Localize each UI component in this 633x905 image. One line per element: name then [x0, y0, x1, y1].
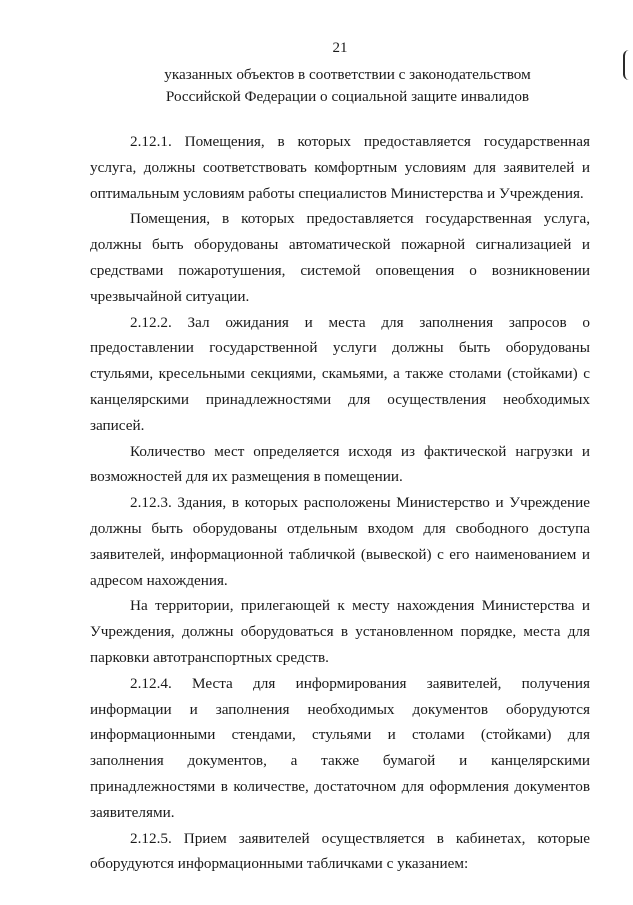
paragraph-2-12-3: 2.12.3. Здания, в которых расположены Министерство и Учреждение должны быть оборудованы отдельным входом для свободного доступа заявителей, информационной табличкой (вывеской) с его наименованием и адресом нахождения. — [90, 494, 590, 589]
heading-line-2: Российской Федерации о социальной защите инвалидов — [165, 88, 530, 105]
paragraph-seat-count: Количество мест определяется исходя из фактической нагрузки и возможностей для их размещения в помещении. — [90, 442, 590, 486]
page-number: 21 — [332, 40, 348, 56]
paragraph-fire-safety: Помещения, в которых предоставляется государственная услуга, должны быть оборудованы автоматической пожарной сигнализацией и средствами пожаротушения, системой оповещения о возникновении чрезвычайной ситуации. — [90, 210, 590, 305]
heading-line-1: указанных объектов в соответствии с законодательством — [164, 66, 531, 83]
paragraph-2-12-2: 2.12.2. Зал ожидания и места для заполнения запросов о предоставлении государственной услуги должны быть оборудованы стульями, кресельными секциями, скамьями, а также столами (стойками) с канцелярскими принадлежностями для осуществления необходимых записей. — [90, 313, 590, 434]
section-heading — [70, 64, 625, 108]
paragraph-2-12-1: 2.12.1. Помещения, в которых предоставляется государственная услуга, должны соответствовать комфортным условиям для заявителей и оптимальным условиям работы специалистов Министерства и Учреждения. — [90, 133, 590, 202]
paragraph-parking: На территории, прилегающей к месту нахождения Министерства и Учреждения, должны оборудоваться в установленном порядке, места для парковки автотранспортных средств. — [90, 597, 590, 666]
body-text — [90, 129, 590, 877]
paragraph-2-12-4: 2.12.4. Места для информирования заявителей, получения информации и заполнения необходимых документов оборудуются информационными стендами, стульями и столами (стойками) для заполнения документов, а также бумагой и канцелярскими принадлежностями в количестве, достаточном для оформления документов заявителями. — [90, 674, 590, 821]
paragraph-2-12-5: 2.12.5. Прием заявителей осуществляется в кабинетах, которые оборудуются информационными табличками с указанием: — [90, 829, 590, 873]
